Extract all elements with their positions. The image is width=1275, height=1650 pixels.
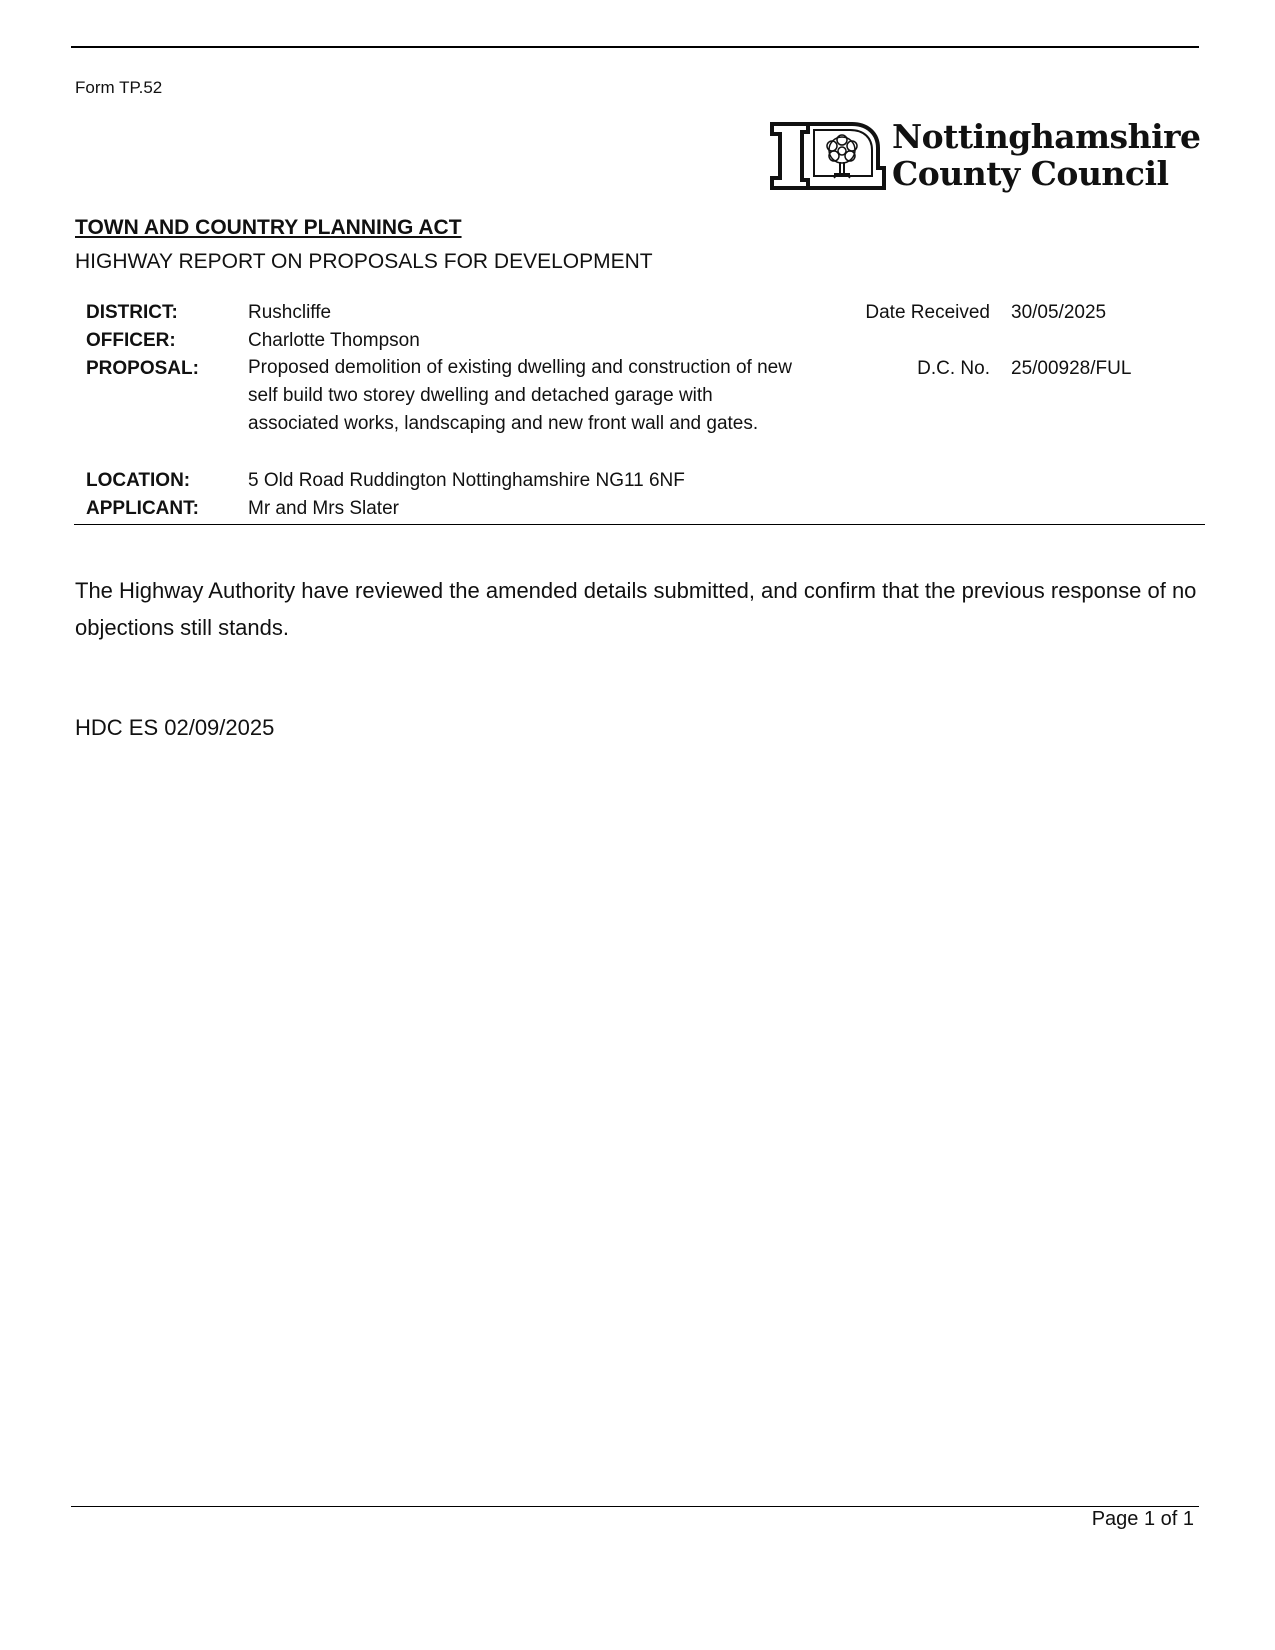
proposal-label: PROPOSAL: bbox=[86, 358, 199, 379]
location-value: 5 Old Road Ruddington Nottinghamshire NG11 6NF bbox=[248, 470, 685, 491]
date-received-value: 30/05/2025 bbox=[1011, 302, 1107, 323]
officer-label: OFFICER: bbox=[86, 330, 176, 351]
location-label: LOCATION: bbox=[86, 470, 191, 491]
dc-no-value: 25/00928/FUL bbox=[1011, 358, 1132, 379]
applicant-value: Mr and Mrs Slater bbox=[248, 498, 399, 519]
act-title: TOWN AND COUNTRY PLANNING ACT bbox=[75, 216, 462, 239]
logo-line-2: County Council bbox=[892, 154, 1169, 193]
officer-value: Charlotte Thompson bbox=[248, 330, 420, 351]
body-text: The Highway Authority have reviewed the amended details submitted, and confirm that the previous response of no objections still stands. bbox=[75, 578, 1197, 640]
details-divider bbox=[74, 524, 1205, 525]
top-rule bbox=[71, 46, 1199, 48]
logo-wordmark bbox=[892, 118, 1201, 192]
dc-no-label: D.C. No. bbox=[917, 358, 990, 379]
page-number: Page 1 of 1 bbox=[1091, 1508, 1194, 1530]
report-title: HIGHWAY REPORT ON PROPOSALS FOR DEVELOPMENT bbox=[75, 250, 653, 273]
logo-line-1: Nottinghamshire bbox=[892, 117, 1201, 156]
council-logo bbox=[768, 117, 1201, 194]
district-label: DISTRICT: bbox=[86, 302, 178, 323]
applicant-label: APPLICANT: bbox=[86, 498, 199, 519]
nottinghamshire-tree-emblem-icon bbox=[768, 120, 888, 192]
district-value: Rushcliffe bbox=[248, 302, 332, 323]
footer-rule bbox=[71, 1506, 1199, 1507]
date-received-label: Date Received bbox=[865, 302, 990, 323]
signoff: HDC ES 02/09/2025 bbox=[75, 715, 275, 740]
proposal-value: Proposed demolition of existing dwelling and construction of new self build two storey dwelling and detached garage with associated works, landscaping and new front wall and gates. bbox=[248, 357, 792, 434]
form-number: Form TP.52 bbox=[75, 78, 163, 97]
